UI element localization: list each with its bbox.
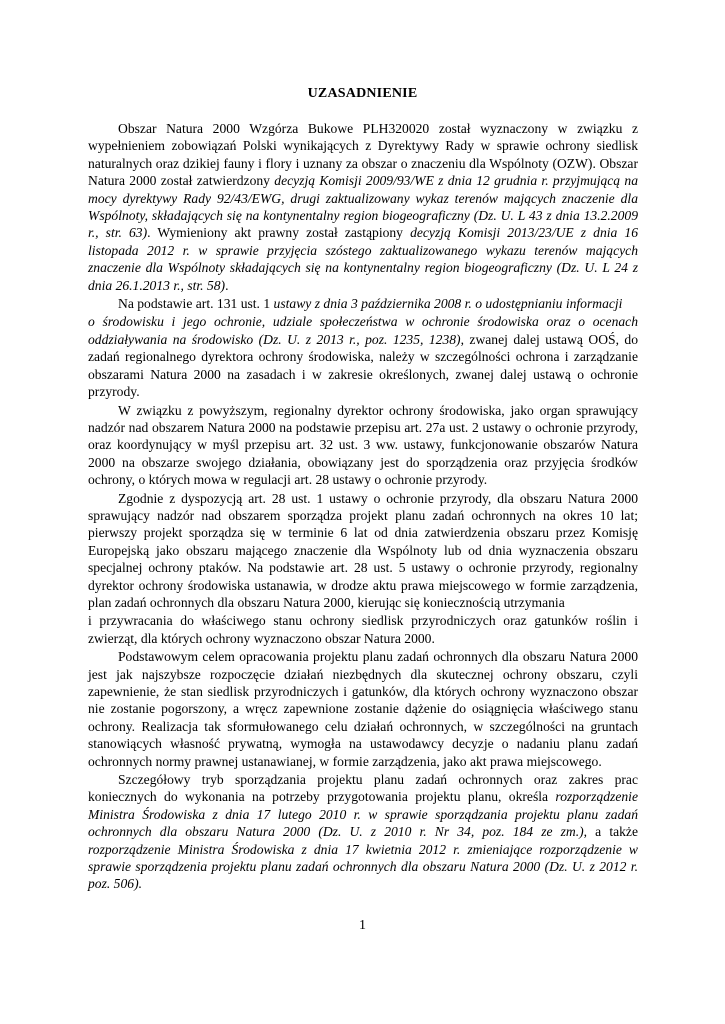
body-text: . Wymieniony akt prawny został zastąpiony [147,225,411,241]
citation-text: decyzją Komisji 2013/23/UE z dnia 16 listopada 2012 r. w sprawie przyjęcia szóstego zaktualizowanego wykazu terenów mających znaczenie dla Wspólnoty składających się na kontynentalny region biogeograficzny (Dz. U. L 24 z dnia 26.1.2013 r., str. 58) [88,225,638,293]
citation-text: o środowisku i jego ochronie, udziale społeczeństwa w ochronie środowiska oraz o ocenach oddziaływania na środowisko (Dz. U. z 2013 r., poz. 1235, 1238) [88,314,638,347]
body-text: , zwanej dalej ustawą OOŚ, do zadań regionalnego dyrektora ochrony środowiska, należy w szczególności ochrona i zarządzanie obszarami Natura 2000 na zasadach i w zakresie określonych, zwanej dalej ustawą o ochronie przyrody. [88,331,638,400]
citation-text: rozporządzenie Ministra Środowiska z dnia 17 kwietnia 2012 r. zmieniające rozporządzenie w sprawie sporządzenia projektu planu zadań ochronnych dla obszaru Natura 2000 (Dz. U. z 2012 r. poz. 506). [88,841,638,892]
citation-text: rozporządzenie Ministra Środowiska z dnia 17 lutego 2010 r. w sprawie sporządzania projektu planu zadań ochronnych dla obszaru Natura 2000 (Dz. U. z 2010 r. Nr 34, poz. 184 ze zm.) [88,789,638,840]
body-text: . [225,277,229,293]
paragraph-5 [88,648,638,770]
body-text: Obszar Natura 2000 Wzgórza Bukowe PLH320020 został wyznaczony w związku z wypełnieniem zobowiązań Polski wynikających z Dyrektywy Rady w sprawie ochrony siedlisk naturalnych oraz dzikiej fauny i flory i uznany za obszar o znaczeniu dla Wspólnoty (OZW). Obszar Natura 2000 został zatwierdzony [88,121,638,189]
paragraph-4-continuation [88,612,638,647]
paragraph-6 [88,771,638,893]
citation-text: ustawy z dnia 3 października 2008 r. o udostępnianiu informacji [273,296,623,312]
body-text: W związku z powyższym, regionalny dyrektor ochrony środowiska, jako organ sprawujący nadzór nad obszarem Natura 2000 na podstawie przepisu art. 27a ust. 2 ustawy o ochronie przyrody, oraz koordynujący w myśl przepisu art. 32 ust. 3 ww. ustawy, funkcjonowanie obszarów Natura 2000 na obszarze swojego działania, obowiązany jest do sporządzenia oraz przyjęcia środków ochrony, o których mowa w regulacji art. 28 ustawy o ochronie przyrody. [88,402,638,488]
document-body [88,120,638,894]
page-number: 1 [359,918,366,933]
paragraph-2 [88,295,638,312]
body-text: Na podstawie art. 131 ust. 1 [118,296,274,312]
body-text: Podstawowym celem opracowania projektu planu zadań ochronnych dla obszaru Natura 2000 jest jak najszybsze rozpoczęcie działań niezbędnych dla skutecznej ochrony obszaru, czyli zapewnienie, że stan siedlisk przyrodniczych i gatunków, dla których ochrony wyznaczono obszar nie zostanie pogorszony, a wręcz zapewnione zostanie dążenie do osiągnięcia właściwego stanu ochrony. Realizacja tak sformułowanego celu działań ochronnych, w szczególności na gruntach stanowiących własność prywatną, wymogła na ustawodawcy decyzje o nadaniu planu zadań ochronnych normy prawnej ustanawianej, w formie zarządzenia, jako akt prawa miejscowego. [88,649,638,769]
body-text: Zgodnie z dyspozycją art. 28 ust. 1 ustawy o ochronie przyrody, dla obszaru Natura 2000 sprawujący nadzór nad obszarem sporządza projekt planu zadań ochronnych na okres 10 lat; pierwszy projekt sporządza się w terminie 6 lat od dnia zatwierdzenia obszaru przez Komisję Europejską jako obszaru mającego znaczenie dla Wspólnoty lub od dnia wyznaczenia obszaru specjalnej ochrony ptaków. Na podstawie art. 28 ust. 5 ustawy o ochronie przyrody, regionalny dyrektor ochrony środowiska ustanawia, w drodze aktu prawa miejscowego w formie zarządzenia, plan zadań ochronnych dla obszaru Natura 2000, kierując się koniecznością utrzymania [88,490,638,610]
citation-text: decyzją Komisji 2009/93/WE z dnia 12 grudnia r. przyjmującą na mocy dyrektywy Rady 92/43/EWG, drugi zaktualizowany wykaz terenów mających znaczenie dla Wspólnoty, składających się na kontynentalny region biogeograficzny (Dz. U. L 43 z dnia 13.2.2009 r., str. 63) [88,173,638,241]
body-text: , a także [583,824,638,840]
body-text: Szczegółowy tryb sporządzania projektu planu zadań ochronnych oraz zakres prac koniecznych do wykonania na potrzeby przygotowania projektu planu, określa [88,772,638,805]
paragraph-3 [88,402,638,489]
body-text: i przywracania do właściwego stanu ochrony siedlisk przyrodniczych oraz gatunków roślin i zwierząt, dla których ochrony wyznaczono obszar Natura 2000. [88,613,638,646]
paragraph-1 [88,120,638,294]
paragraph-2-continuation [88,313,638,400]
document-title: UZASADNIENIE [307,86,418,101]
paragraph-4 [88,490,638,612]
